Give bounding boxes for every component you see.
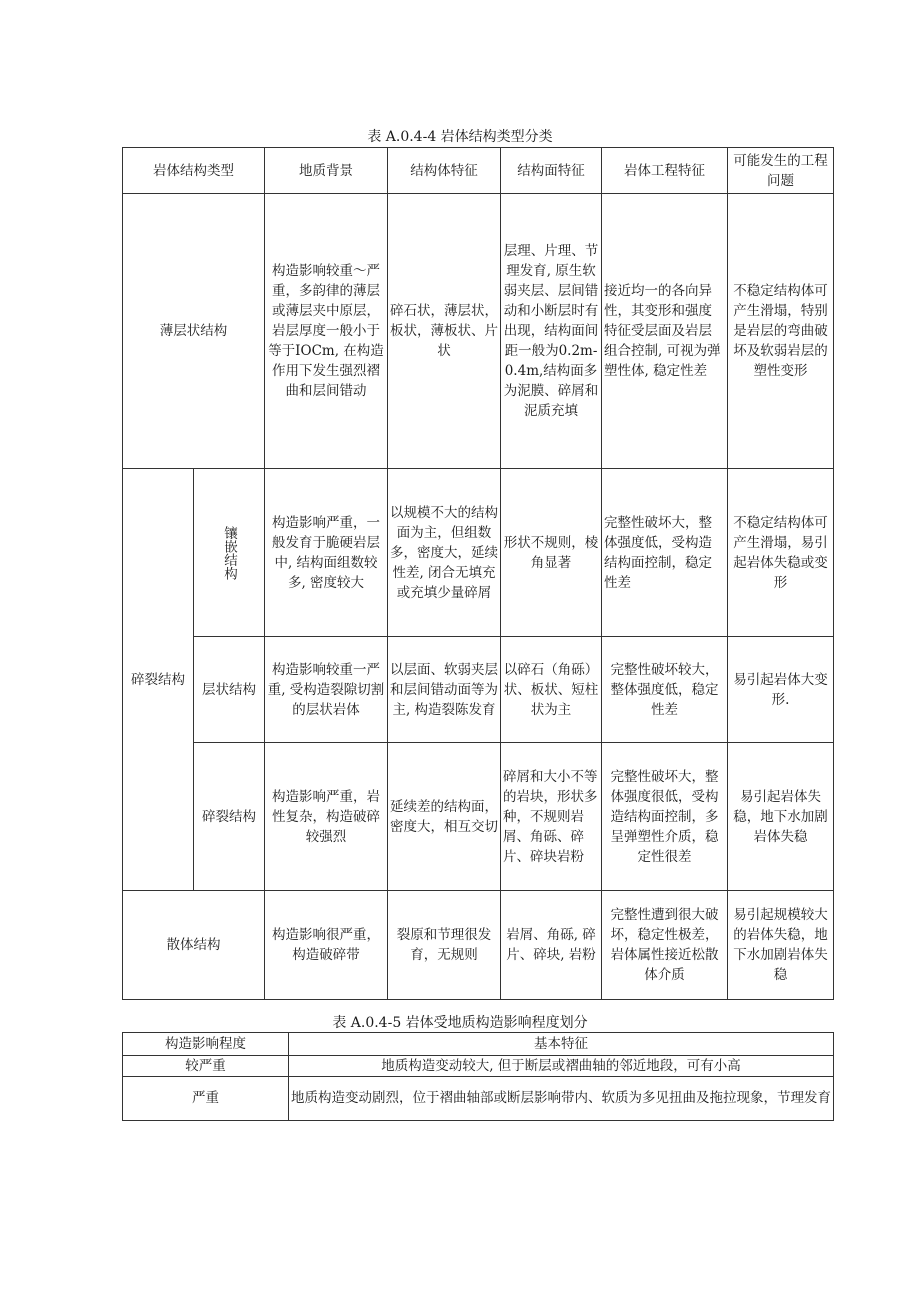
geo-background-cell: 构造影响严重，一般发育于脆硬岩层中, 结构面组数较多, 密度较大 (265, 469, 388, 637)
geo-background-cell: 构造影响较重一严重, 受构造裂隙切割的层状岩体 (265, 637, 388, 743)
structure-body-cell: 延续差的结构面，密度大，相互交切 (388, 743, 501, 891)
engineering-cell: 完整性破坏大，整体强度低，受构造结构面控制，稳定性差 (602, 469, 728, 637)
header-cell: 岩体结构类型 (123, 148, 265, 194)
structure-surface-cell: 层理、片理、节理发育, 原生软弱夹层、层间错动和小断层时有出现，结构面间距一般为0.2m-0.4m,结构面多为泥膜、碎屑和泥质充填 (501, 194, 602, 469)
table2-caption: 表 A.0.4-5 岩体受地质构造影响程度划分 (332, 1015, 588, 1031)
structure-surface-cell: 岩屑、角砾, 碎片、碎块, 岩粉 (501, 891, 602, 1000)
influence-level-cell: 较严重 (123, 1056, 289, 1077)
header-cell: 地质背景 (265, 148, 388, 194)
problem-cell: 易引起规模较大的岩体失稳，地下水加剧岩体失稳 (728, 891, 834, 1000)
header-cell: 构造影响程度 (123, 1033, 289, 1056)
problem-cell: 不稳定结构体可产生滑塌，易引起岩体失稳或变形 (728, 469, 834, 637)
problem-cell: 不稳定结构体可产生滑塌，特别是岩层的弯曲破坏及软弱岩层的塑性变形 (728, 194, 834, 469)
basic-feature-cell: 地质构造变动剧烈，位于褶曲轴部或断层影响带内、软质为多见扭曲及拖拉现象，节理发育 (289, 1077, 834, 1121)
geo-background-cell: 构造影响较重～严重，多韵律的薄层或薄层夹中原层，岩层厚度一般小于等于IOCm, 在构造作用下发生强烈褶曲和层间错动 (265, 194, 388, 469)
structure-surface-cell: 形状不规则，棱角显著 (501, 469, 602, 637)
structure-body-cell: 以层面、软弱夹层和层间错动面等为主, 构造裂陈发育 (388, 637, 501, 743)
table-row (123, 637, 834, 743)
engineering-cell: 完整性破坏较大，整体强度低，稳定性差 (602, 637, 728, 743)
influence-level-cell: 严重 (123, 1077, 289, 1121)
geo-background-cell: 构造影响严重，岩性复杂，构造破碎较强烈 (265, 743, 388, 891)
structure-body-cell: 碎石状，薄层状，板状，薄板状、片状 (388, 194, 501, 469)
rock-structure-table (122, 147, 834, 1000)
header-cell: 结构面特征 (501, 148, 602, 194)
table-row (123, 1056, 834, 1077)
basic-feature-cell: 地质构造变动较大, 但于断层或褶曲轴的邻近地段，可有小高 (289, 1056, 834, 1077)
header-cell: 结构体特征 (388, 148, 501, 194)
structure-surface-cell: 碎屑和大小不等的岩块，形状多种，不规则岩屑、角砾、碎片、碎块岩粉 (501, 743, 602, 891)
engineering-cell: 完整性遭到很大破坏，稳定性极差，岩体属性接近松散体介质 (602, 891, 728, 1000)
header-cell: 基本特征 (289, 1033, 834, 1056)
structure-surface-cell: 以碎石（角砾）状、板状、短柱状为主 (501, 637, 602, 743)
header-cell: 可能发生的工程问题 (728, 148, 834, 194)
table-row (123, 469, 834, 637)
tectonic-influence-table (122, 1032, 834, 1121)
table-row (123, 743, 834, 891)
header-row (123, 148, 834, 194)
structure-type-cell: 薄层状结构 (123, 194, 265, 469)
table-row (123, 194, 834, 469)
table-row (123, 1077, 834, 1121)
problem-cell: 易引起岩体大变形. (728, 637, 834, 743)
header-row (123, 1033, 834, 1056)
structure-group-cell: 碎裂结构 (123, 469, 194, 891)
geo-background-cell: 构造影响很严重，构造破碎带 (265, 891, 388, 1000)
table-row (123, 891, 834, 1000)
structure-body-cell: 以规模不大的结构面为主，但组数多，密度大，延续性差, 闭合无填充或充填少量碎屑 (388, 469, 501, 637)
sub-type-cell: 碎裂结构 (194, 743, 265, 891)
structure-type-cell: 散体结构 (123, 891, 265, 1000)
problem-cell: 易引起岩体失稳，地下水加剧岩体失稳 (728, 743, 834, 891)
sub-type-cell: 镶嵌结构 (194, 469, 265, 637)
sub-type-cell: 层状结构 (194, 637, 265, 743)
engineering-cell: 完整性破坏大，整体强度很低，受构造结构面控制，多呈弹塑性介质，稳定性很差 (602, 743, 728, 891)
header-cell: 岩体工程特征 (602, 148, 728, 194)
engineering-cell: 接近均一的各向异性，其变形和强度特征受层面及岩层组合控制, 可视为弹塑性体, 稳定性差 (602, 194, 728, 469)
structure-body-cell: 裂原和节理很发育，无规则 (388, 891, 501, 1000)
table1-caption: 表 A.0.4-4 岩体结构类型分类 (367, 129, 553, 145)
